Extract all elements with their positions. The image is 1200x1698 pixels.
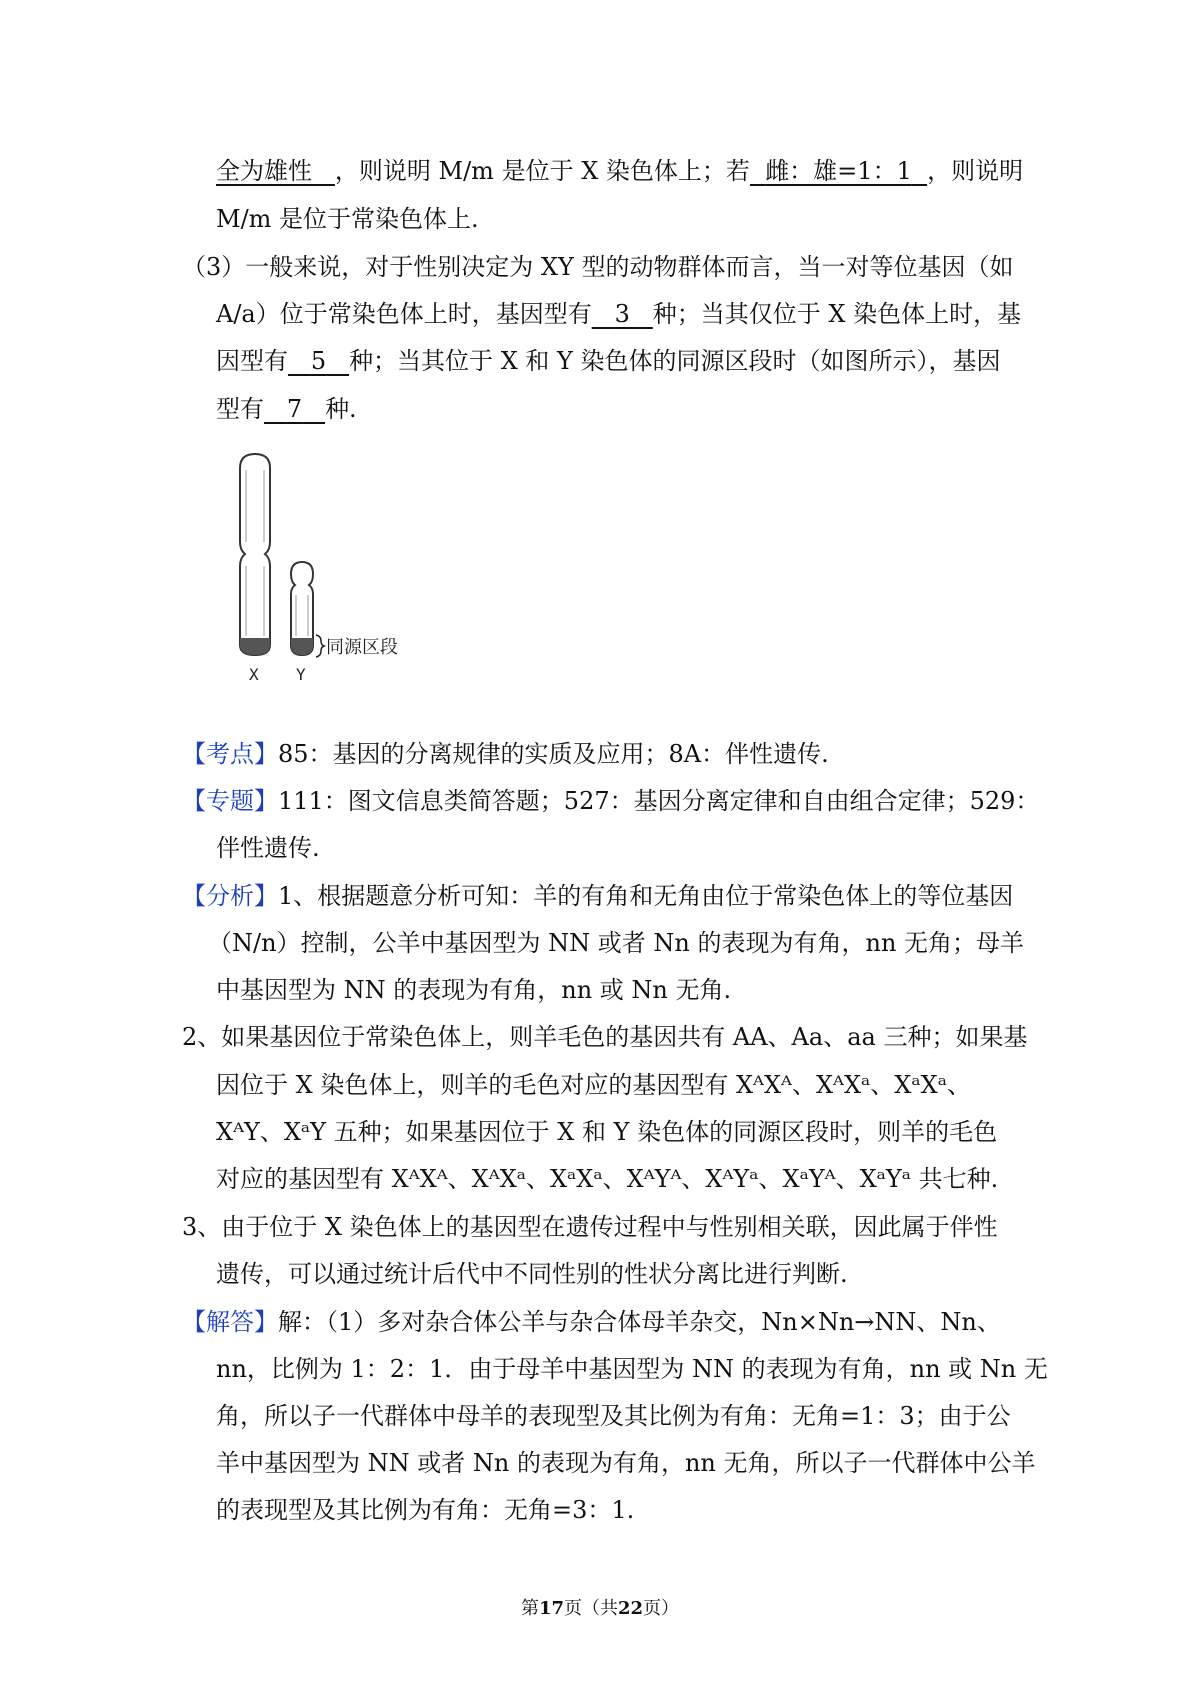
page-footer: 第17页（共22页） (520, 1598, 680, 1619)
blank-space (312, 157, 335, 185)
blank-answer: 5 (310, 347, 327, 375)
jieda-line: 【解答】解：（1）多对杂合体公羊与杂合体母羊杂交，Nn×Nn→NN、Nn、 (182, 1308, 1001, 1336)
jieda-line: 的表现型及其比例为有角：无角=3：1. (216, 1496, 635, 1524)
total-pages: 22 (618, 1598, 644, 1619)
zhuanti-line: 【专题】111：图文信息类简答题；527：基因分离定律和自由组合定律；529： (182, 787, 1040, 815)
fenxi-line: 3、由于位于 X 染色体上的基因型在遗传过程中与性别相关联，因此属于伴性 (182, 1213, 998, 1241)
jieda-line: 羊中基因型为 NN 或者 Nn 的表现为有角，nn 无角，所以子一代群体中公羊 (216, 1449, 1036, 1477)
fenxi-line: 【分析】1、根据题意分析可知：羊的有角和无角由位于常染色体上的等位基因 (182, 882, 1014, 910)
jieda-tag: 【解答】 (182, 1308, 278, 1336)
y-label: Y (296, 665, 306, 680)
question-line: A/a）位于常染色体上时，基因型有 3 种；当其仅位于 X 染色体上时，基 (216, 300, 1022, 328)
blank-answer: 雌：雄=1：1 (765, 157, 912, 185)
x-chromosome (240, 454, 270, 655)
fenxi-line: （N/n）控制，公羊中基因型为 NN 或者 Nn 的表现为有角，nn 无角；母羊 (208, 929, 1025, 957)
text: ，则说明 (927, 157, 1024, 185)
zhuanti-line: 伴性遗传. (216, 834, 320, 862)
fenxi-line: 遗传，可以通过统计后代中不同性别的性状分离比进行判断. (216, 1260, 848, 1288)
kaodian-tag: 【考点】 (182, 740, 278, 768)
jieda-line: 角，所以子一代群体中母羊的表现型及其比例为有角：无角=1：3；由于公 (216, 1402, 1011, 1430)
kaodian-line: 【考点】85：基因的分离规律的实质及应用；8A：伴性遗传. (182, 740, 829, 768)
y-homologous-region (291, 638, 313, 655)
question-line: 因型有 5 种；当其位于 X 和 Y 染色体的同源区段时（如图所示），基因 (216, 347, 1001, 375)
fenxi-line: XᴬY、XᵃY 五种；如果基因位于 X 和 Y 染色体的同源区段时，则羊的毛色 (216, 1118, 998, 1146)
blank-answer: 3 (614, 300, 630, 328)
fenxi-line: 因位于 X 染色体上，则羊的毛色对应的基因型有 XᴬXᴬ、XᴬXᵃ、XᵃXᵃ、 (216, 1071, 971, 1099)
page-number: 17 (538, 1598, 564, 1619)
x-homologous-region (240, 638, 270, 655)
jieda-line: nn，比例为 1：2：1．由于母羊中基因型为 NN 的表现为有角，nn 或 Nn 无 (216, 1355, 1048, 1383)
fenxi-line: 2、如果基因位于常染色体上，则羊毛色的基因共有 AA、Aa、aa 三种；如果基 (182, 1023, 1028, 1051)
brace (316, 635, 324, 657)
question-line: （3）一般来说，对于性别决定为 XY 型的动物群体而言，当一对等位基因（如 (182, 253, 1014, 281)
fenxi-tag: 【分析】 (182, 882, 278, 910)
blank-answer: 7 (286, 395, 303, 423)
chromosome-figure (236, 450, 456, 680)
answer-line (216, 156, 1023, 186)
fenxi-line: 中基因型为 NN 的表现为有角，nn 或 Nn 无角. (216, 976, 732, 1004)
x-label: X (249, 665, 259, 680)
answer-line: M/m 是位于常染色体上. (216, 205, 479, 233)
question-line: 型有 7 种. (216, 395, 357, 423)
text: ，则说明 M/m 是位于 X 染色体上；若 (334, 157, 750, 185)
zhuanti-tag: 【专题】 (182, 787, 278, 815)
region-label: 同源区段 (326, 637, 398, 658)
fenxi-line: 对应的基因型有 XᴬXᴬ、XᴬXᵃ、XᵃXᵃ、XᴬYᴬ、XᴬYᵃ、XᵃYᴬ、XᵃYᵃ 共七种. (216, 1165, 999, 1193)
blank-answer: 全为雄性 (216, 157, 312, 185)
